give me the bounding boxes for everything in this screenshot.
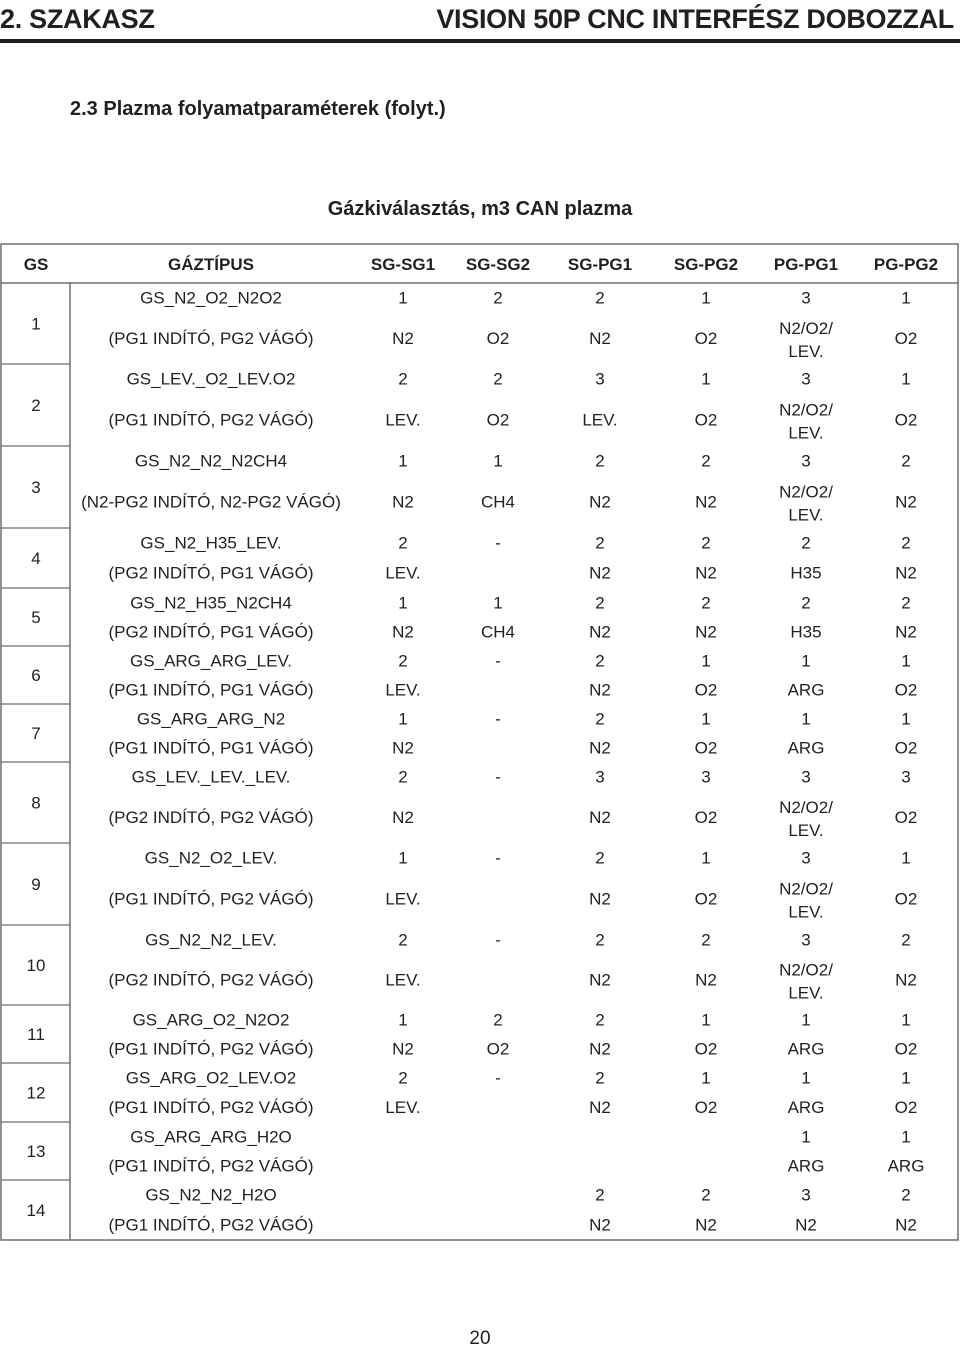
table-cell: N2 [392,808,414,827]
table-cell: 1 [398,709,408,729]
gas-type-code: GS_LEV._LEV._LEV. [131,767,291,787]
table-cell: 1 [701,651,711,671]
gas-type-code: GS_N2_H35_N2CH4 [130,593,292,613]
table-cell: N2 [589,563,611,583]
table-cell: H35 [790,622,822,642]
table-cell: LEV. [385,680,421,700]
table-cell: 2 [595,288,605,308]
table-cell: 2 [398,767,408,787]
gas-type-code: GS_ARG_O2_N2O2 [132,1010,290,1030]
table-cell: O2 [894,410,918,430]
table-cell: 1 [901,1127,911,1147]
table-cell: 3 [801,451,811,471]
table-cell: O2 [894,680,918,700]
table-cell: 2 [901,593,911,613]
column-header: GÁZTÍPUS [168,255,254,274]
table-cell: 1 [901,1068,911,1088]
table-cell: O2 [894,738,918,758]
table-cell: 2 [595,1068,605,1088]
table-cell: N2 [895,970,917,990]
table-cell: O2 [694,738,718,758]
column-header: PG-PG1 [773,255,839,274]
table-cell: 2 [701,593,711,613]
table-cell: 2 [398,930,408,950]
table-cell: ARG [787,1039,825,1059]
table-cell: O2 [486,329,510,348]
table-cell: 2 [901,451,911,471]
table-cell: 2 [398,533,408,553]
table-cell: N2 [895,563,917,583]
column-header: SG-PG1 [567,255,633,274]
gas-type-description: (PG2 INDÍTÓ, PG2 VÁGÓ) [108,970,314,990]
gs-number: 13 [26,1142,46,1161]
table-cell: O2 [694,808,718,827]
gs-number: 8 [31,793,41,813]
gas-type-description: (N2-PG2 INDÍTÓ, N2-PG2 VÁGÓ) [81,492,341,512]
gas-type-description: (PG1 INDÍTÓ, PG2 VÁGÓ) [108,889,314,909]
table-cell: O2 [894,889,918,909]
table-cell: O2 [694,1098,718,1117]
table-cell: O2 [486,1039,510,1059]
table-cell: 1 [398,451,408,471]
table-cell: O2 [894,808,918,827]
table-cell: 3 [701,767,711,787]
table-cell: - [495,709,501,729]
gas-type-code: GS_LEV._O2_LEV.O2 [126,369,296,389]
gas-type-code: GS_ARG_ARG_LEV. [130,651,292,671]
table-cell: 3 [801,767,811,787]
table-cell: 1 [701,288,711,308]
table-cell: 2 [398,1068,408,1088]
table-cell: 2 [701,930,711,950]
table-cell: ARG [787,680,825,700]
table-cell: N2 [392,329,414,348]
table-cell: 2 [701,451,711,471]
table-cell: 2 [901,533,911,553]
gas-type-code: GS_N2_N2_LEV. [145,930,277,950]
table-title: Gázkiválasztás, m3 CAN plazma [327,198,633,220]
table-cell: N2 [589,492,611,512]
table-cell: N2 [589,1215,611,1235]
table-cell: ARG [787,1098,825,1117]
table-cell: N2 [589,889,611,909]
gas-type-code: GS_ARG_ARG_H2O [130,1127,292,1147]
table-cell: - [495,930,501,950]
table-cell: O2 [694,680,718,700]
table-cell: N2 [392,622,414,642]
table-cell: 1 [801,1127,811,1147]
gas-type-description: (PG1 INDÍTÓ, PG2 VÁGÓ) [108,1215,314,1235]
table-cell: LEV. [385,889,421,909]
gs-number: 10 [26,956,46,975]
table-cell: N2 [589,680,611,700]
gas-type-code: GS_N2_H35_LEV. [140,533,282,553]
gas-type-description: (PG2 INDÍTÓ, PG1 VÁGÓ) [108,622,314,642]
header-rule [0,39,960,43]
column-header: SG-PG2 [673,255,739,274]
gs-number: 5 [31,608,41,627]
table-cell: N2 [695,970,717,990]
table-cell: 1 [398,593,408,613]
table-cell: LEV. [385,410,421,430]
table-cell: 2 [493,1010,503,1030]
table-cell: 3 [801,930,811,950]
column-header: PG-PG2 [873,255,939,274]
table-cell: 1 [701,1068,711,1088]
gs-number: 2 [31,396,41,415]
table-cell: N2 [695,622,717,642]
table-cell: O2 [894,1098,918,1117]
table-cell: N2 [695,1215,717,1235]
table-cell: N2 [695,563,717,583]
table-cell: - [495,848,501,868]
table-cell: 2 [701,533,711,553]
table-cell: N2/O2/ LEV. [779,879,833,922]
table-cell: 2 [701,1185,711,1205]
table-cell: N2/O2/ LEV. [779,798,833,840]
table-cell: N2/O2/ LEV. [779,482,833,525]
table-cell: 1 [398,288,408,308]
table-cell: 2 [801,593,811,613]
gs-number: 4 [31,549,41,568]
gs-number: 6 [31,666,41,685]
section-label: 2. SZAKASZ [0,4,155,34]
gas-type-code: GS_N2_O2_N2O2 [140,288,282,308]
gas-selection-table [0,243,960,1243]
gas-type-code: GS_ARG_O2_LEV.O2 [125,1068,297,1088]
gas-type-code: GS_N2_N2_H2O [145,1185,277,1205]
gs-number: 1 [31,314,41,334]
table-cell: - [495,651,501,671]
table-cell: O2 [694,1039,718,1059]
table-cell: 2 [901,930,911,950]
table-cell: 3 [595,767,605,787]
gas-type-description: (PG1 INDÍTÓ, PG1 VÁGÓ) [108,738,314,758]
table-cell: 1 [901,848,911,868]
table-cell: N2 [695,492,717,512]
gs-number: 11 [27,1025,45,1044]
table-cell: 2 [595,651,605,671]
gas-type-code: GS_N2_N2_N2CH4 [134,451,288,471]
table-cell: 2 [595,1185,605,1205]
table-cell: 1 [801,709,811,729]
table-cell: ARG [887,1156,925,1176]
gas-type-description: (PG1 INDÍTÓ, PG2 VÁGÓ) [108,410,314,430]
table-cell: N2 [895,622,917,642]
table-cell: N2 [589,1039,611,1059]
table-cell: CH4 [480,622,516,642]
gs-number: 3 [31,478,41,497]
table-cell: O2 [694,329,718,348]
table-cell: 2 [595,848,605,868]
table-cell: 2 [595,930,605,950]
table-cell: - [495,767,501,787]
table-cell: 2 [595,709,605,729]
gas-type-code: GS_ARG_ARG_N2 [136,709,286,729]
table-cell: N2 [589,808,611,827]
table-cell: N2/O2/ LEV. [779,319,833,361]
table-cell: 1 [801,1068,811,1088]
gas-type-description: (PG1 INDÍTÓ, PG2 VÁGÓ) [108,329,314,348]
table-cell: 1 [901,651,911,671]
table-cell: 1 [801,651,811,671]
table-cell: O2 [486,410,510,430]
column-header: GS [23,255,49,274]
table-cell: LEV. [385,970,421,990]
gas-type-description: (PG1 INDÍTÓ, PG2 VÁGÓ) [108,1039,314,1059]
gas-type-code: GS_N2_O2_LEV. [144,848,278,868]
table-cell: ARG [787,738,825,758]
table-cell: CH4 [480,492,516,512]
table-cell: N2 [795,1215,817,1235]
table-cell: N2 [589,738,611,758]
gas-type-description: (PG2 INDÍTÓ, PG2 VÁGÓ) [108,808,314,827]
table-cell: 1 [493,593,503,613]
table-cell: 1 [398,1010,408,1030]
gas-type-description: (PG1 INDÍTÓ, PG1 VÁGÓ) [108,680,314,700]
subsection-title: 2.3 Plazma folyamatparaméterek (folyt.) [70,98,446,120]
table-cell: LEV. [582,410,618,430]
table-cell: 2 [595,593,605,613]
table-cell: 2 [901,1185,911,1205]
table-cell: 1 [493,451,503,471]
table-cell: 2 [398,369,408,389]
table-cell: 1 [701,1010,711,1030]
table-cell: N2 [895,492,917,512]
table-cell: O2 [894,1039,918,1059]
page-header [0,0,960,45]
table-cell: N2 [895,1215,917,1235]
table-cell: 3 [801,369,811,389]
gs-number: 12 [26,1083,46,1103]
table-cell: 1 [801,1010,811,1030]
table-cell: 2 [398,651,408,671]
table-cell: 1 [901,1010,911,1030]
table-cell: 1 [901,369,911,389]
gas-type-description: (PG2 INDÍTÓ, PG1 VÁGÓ) [108,563,314,583]
table-cell: 1 [901,288,911,308]
table-cell: 2 [595,533,605,553]
table-cell: 2 [493,369,503,389]
table-cell: 1 [701,369,711,389]
table-cell: ARG [787,1156,825,1176]
table-cell: 2 [801,533,811,553]
column-header: SG-SG2 [465,255,531,274]
table-cell: 3 [595,369,605,389]
table-cell: N2 [589,329,611,348]
table-cell: N2 [392,738,414,758]
document-title: VISION 50P CNC INTERFÉSZ DOBOZZAL [436,4,954,34]
gs-number: 14 [26,1201,46,1220]
gas-type-description: (PG1 INDÍTÓ, PG2 VÁGÓ) [108,1098,314,1117]
table-cell: O2 [894,329,918,348]
table-cell: 1 [701,848,711,868]
table-cell: N2 [589,970,611,990]
table-cell: N2 [392,492,414,512]
table-cell: 1 [701,709,711,729]
table-cell: N2/O2/ LEV. [779,400,833,443]
table-cell: N2 [589,1098,611,1117]
table-cell: 3 [801,848,811,868]
table-cell: 1 [901,709,911,729]
table-cell: - [495,1068,501,1088]
table-cell: N2 [392,1039,414,1059]
table-cell: 2 [595,451,605,471]
table-cell: 3 [801,1185,811,1205]
table-cell: O2 [694,889,718,909]
gs-number: 9 [31,875,41,894]
table-cell: H35 [790,563,822,583]
table-cell: O2 [694,410,718,430]
table-cell: LEV. [385,563,421,583]
gs-number: 7 [31,724,41,743]
table-cell: 2 [493,288,503,308]
table-cell: N2 [589,622,611,642]
table-cell: - [495,533,501,553]
table-cell: N2/O2/ LEV. [779,960,833,1003]
table-cell: LEV. [385,1098,421,1117]
page-number: 20 [469,1328,491,1349]
table-cell: 1 [398,848,408,868]
gas-type-description: (PG1 INDÍTÓ, PG2 VÁGÓ) [108,1156,314,1176]
column-header: SG-SG1 [370,255,436,274]
table-cell: 3 [901,767,911,787]
table-cell: 2 [595,1010,605,1030]
table-cell: 3 [801,288,811,308]
